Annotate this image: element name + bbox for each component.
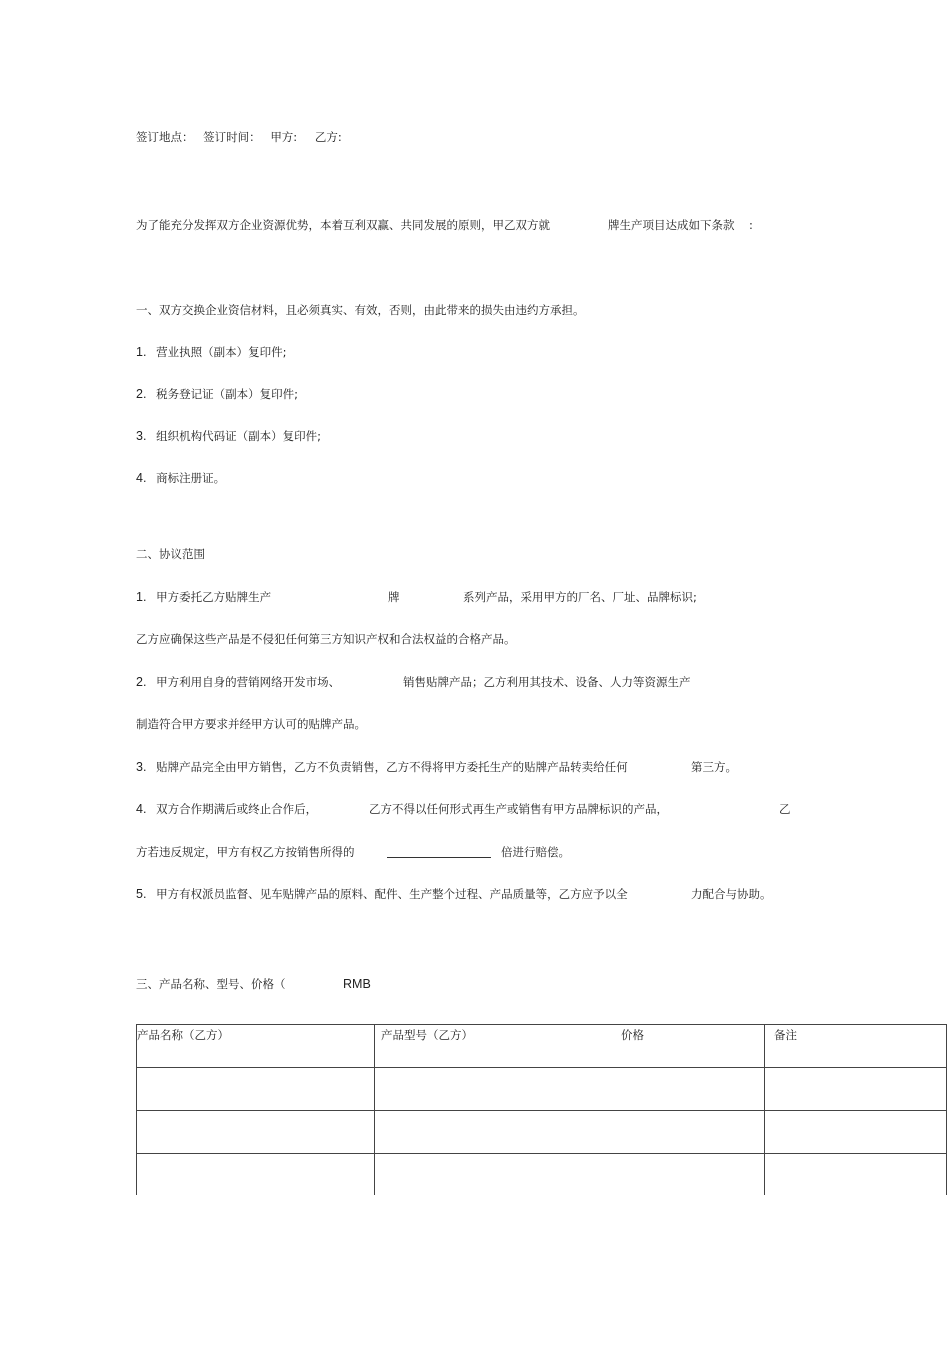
section1-item xyxy=(136,387,298,401)
item-number: 2. xyxy=(136,387,147,401)
clause-text: 贴牌产品完全由甲方销售，乙方不负责销售，乙方不得将甲方委托生产的贴牌产品转卖给任何 xyxy=(156,760,628,774)
header-model: 产品型号（乙方） xyxy=(381,1028,473,1042)
clause-number: 1. xyxy=(136,590,147,604)
intro-part2: 牌生产项目达成如下条款 xyxy=(608,218,735,232)
section1-item xyxy=(136,471,225,485)
header-price: 价格 xyxy=(621,1028,644,1042)
table-cell[interactable] xyxy=(375,1111,765,1154)
table-cell[interactable] xyxy=(375,1068,765,1111)
clause2-text-b: 销售贴牌产品；乙方利用其技术、设备、人力等资源生产 xyxy=(403,675,691,689)
clause3-text-b: 第三方。 xyxy=(691,760,737,774)
multiplier-blank xyxy=(387,845,491,858)
item-text: 营业执照（副本）复印件; xyxy=(156,345,287,359)
clause2-line xyxy=(136,675,340,689)
clause4-text-b: 乙方不得以任何形式再生产或销售有甲方品牌标识的产品， xyxy=(369,802,668,816)
table-row xyxy=(137,1154,947,1196)
table-cell[interactable] xyxy=(765,1154,947,1196)
section1-item xyxy=(136,345,286,359)
clause-number: 4. xyxy=(136,802,147,816)
item-text: 组织机构代码证（副本）复印件; xyxy=(156,429,321,443)
clause4-line xyxy=(136,802,317,816)
header-cell-remarks xyxy=(765,1025,947,1068)
clause4-continuation-b: 倍进行赔偿。 xyxy=(501,845,570,859)
clause3-line xyxy=(136,760,628,774)
clause-text: 甲方有权派员监督、见车贴牌产品的原料、配件、生产整个过程、产品质量等，乙方应予以全 xyxy=(156,887,628,901)
section1-item xyxy=(136,429,321,443)
party-a-label: 甲方: xyxy=(270,130,298,144)
sign-time-label: 签订时间： xyxy=(203,130,261,144)
clause1-line xyxy=(136,590,271,604)
intro-colon: : xyxy=(749,218,753,232)
header-name: 产品名称（乙方） xyxy=(137,1028,229,1042)
table-cell[interactable] xyxy=(137,1111,375,1154)
clause-text: 甲方委托乙方贴牌生产 xyxy=(156,590,272,604)
header-cell-name xyxy=(137,1025,375,1068)
clause-number: 2. xyxy=(136,675,147,689)
intro-part1: 为了能充分发挥双方企业资源优势，本着互利双赢、共同发展的原则，甲乙双方就 xyxy=(136,218,550,232)
clause-number: 5. xyxy=(136,887,147,901)
table-cell[interactable] xyxy=(137,1068,375,1111)
section1-title: 一、双方交换企业资信材料，且必须真实、有效，否则，由此带来的损失由违约方承担。 xyxy=(136,303,585,317)
clause1-continuation: 乙方应确保这些产品是不侵犯任何第三方知识产权和合法权益的合格产品。 xyxy=(136,632,516,646)
table-cell[interactable] xyxy=(765,1111,947,1154)
party-b-label: 乙方: xyxy=(314,130,342,144)
clause2-continuation: 制造符合甲方要求并经甲方认可的贴牌产品。 xyxy=(136,717,366,731)
table-row xyxy=(137,1111,947,1154)
header-line xyxy=(136,130,342,144)
item-number: 1. xyxy=(136,345,147,359)
table-cell[interactable] xyxy=(765,1068,947,1111)
sign-place-label: 签订地点： xyxy=(136,130,194,144)
clause-text: 甲方利用自身的营销网络开发市场、 xyxy=(156,675,341,689)
header-cell-model-price xyxy=(375,1025,765,1068)
clause-text: 双方合作期满后或终止合作后， xyxy=(156,802,318,816)
clause5-text-b: 力配合与协助。 xyxy=(691,887,772,901)
table-row xyxy=(137,1068,947,1111)
table-cell[interactable] xyxy=(137,1154,375,1196)
product-table xyxy=(136,1024,947,1195)
table-header-row xyxy=(137,1025,947,1068)
section2-title: 二、协议范围 xyxy=(136,547,205,561)
clause5-line xyxy=(136,887,628,901)
item-number: 4. xyxy=(136,471,147,485)
item-text: 商标注册证。 xyxy=(156,471,226,485)
clause1-brand: 牌 xyxy=(388,590,400,604)
clause4-continuation-a: 方若违反规定，甲方有权乙方按销售所得的 xyxy=(136,845,355,859)
clause-number: 3. xyxy=(136,760,147,774)
currency-label: RMB xyxy=(343,977,371,991)
item-number: 3. xyxy=(136,429,147,443)
header-remarks: 备注 xyxy=(774,1028,797,1042)
clause1-series: 系列产品，采用甲方的厂名、厂址、品牌标识; xyxy=(463,590,697,604)
section3-title: 三、产品名称、型号、价格（ xyxy=(136,977,286,991)
clause4-text-c: 乙 xyxy=(779,802,791,816)
table-cell[interactable] xyxy=(375,1154,765,1196)
item-text: 税务登记证（副本）复印件; xyxy=(156,387,298,401)
